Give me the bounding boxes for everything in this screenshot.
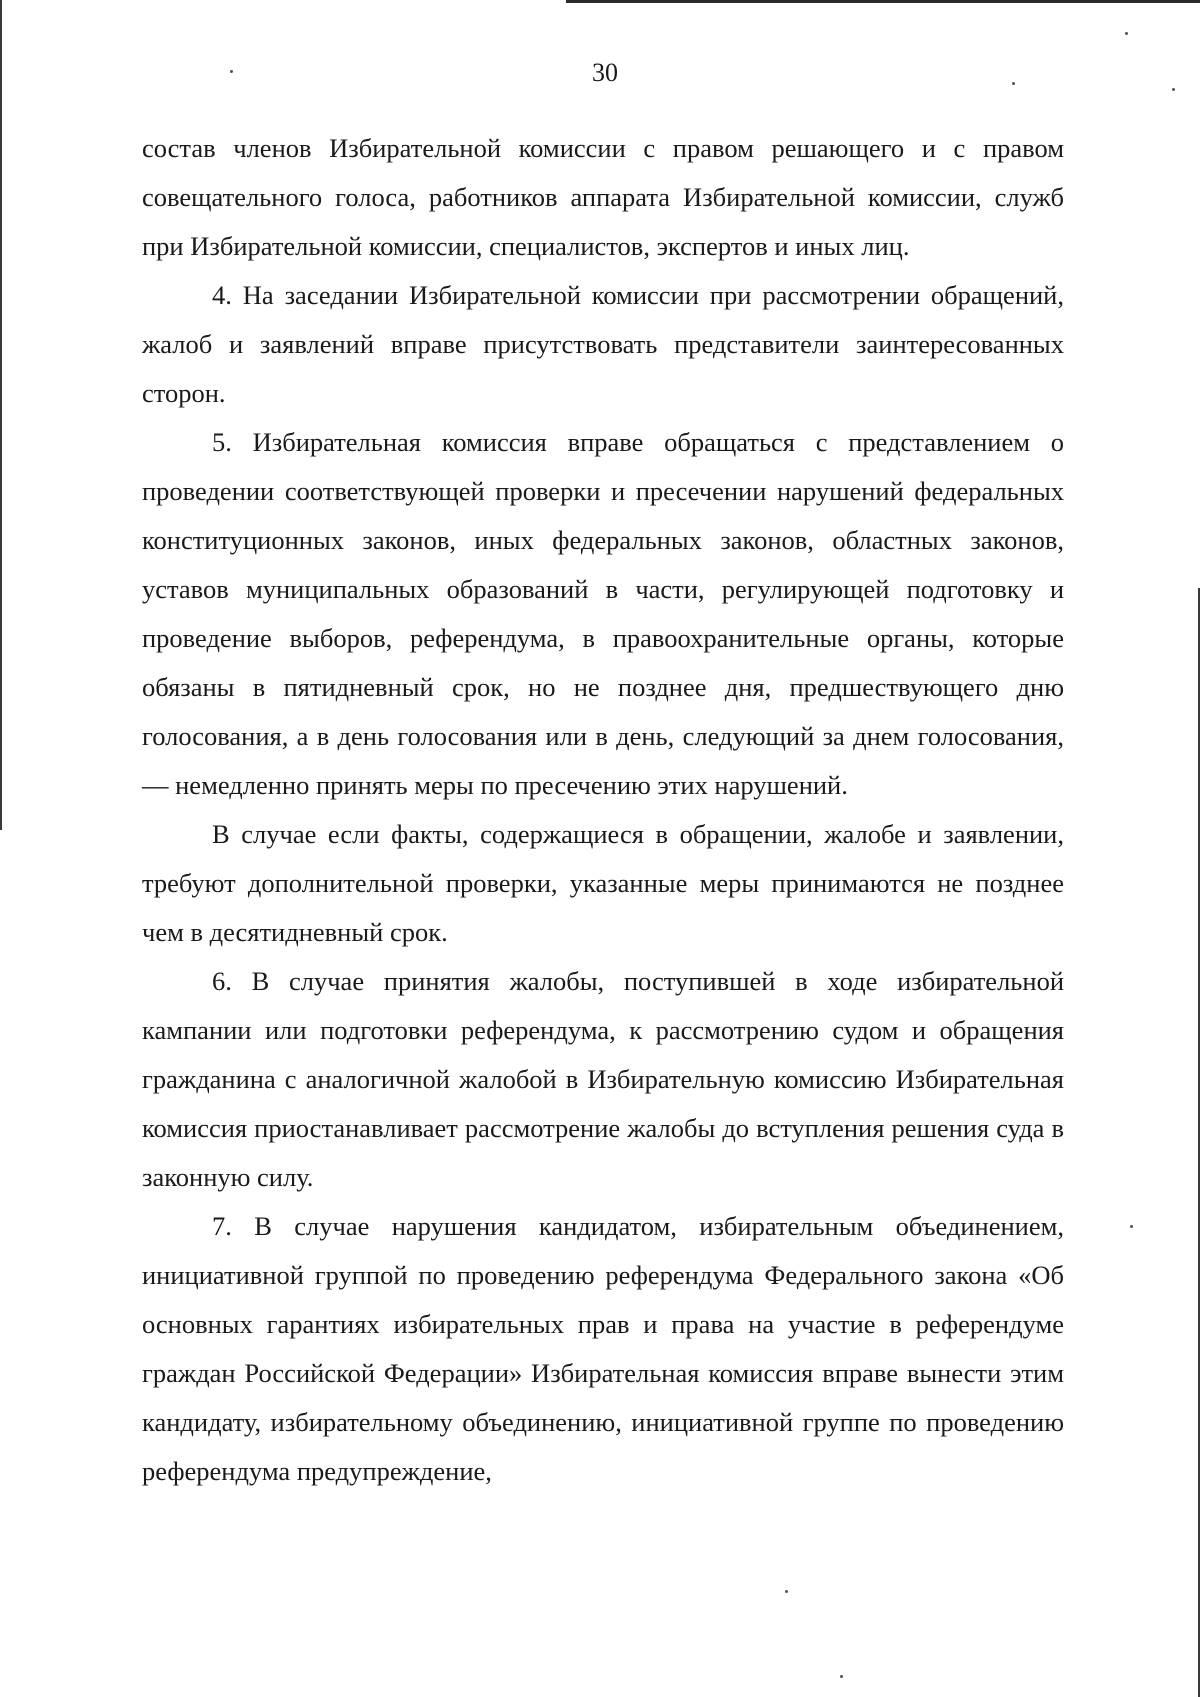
scan-edge-top bbox=[566, 0, 1200, 3]
paragraph-item-6: 6. В случае принятия жалобы, поступившей в ходе избирательной кампании или подготовки референдума, к рассмотрению судом и обращения гражданина с аналогичной жалобой в Избирательную комиссию Избирательная комиссия приостанавливает рассмотрение жалобы до вступления решения суда в законную силу. bbox=[142, 966, 1064, 1192]
page-body bbox=[142, 124, 1064, 1496]
scan-speck bbox=[840, 1675, 843, 1678]
paragraph-item-5: 5. Избирательная комиссия вправе обращаться с представлением о проведении соответствующей проверки и пресечении нарушений федеральных конституционных законов, иных федеральных законов, областных законов, уставов муниципальных образований в части, регулирующей подготовку и проведение выборов, референдума, в правоохранительные органы, которые обязаны в пятидневный срок, но не позднее дня, предшествующего дню голосования, а в день голосования или в день, следующий за днем голосования, — немедленно принять меры по пресечению этих нарушений. bbox=[142, 427, 1064, 800]
scan-edge-left bbox=[0, 0, 2, 830]
paragraph-continued: состав членов Избирательной комиссии с правом решающего и с правом совещательного голоса, работников аппарата Избирательной комиссии, служб при Избирательной комиссии, специалистов, экспертов и иных лиц. bbox=[142, 133, 1064, 261]
scan-speck bbox=[230, 70, 233, 73]
scan-speck bbox=[1130, 1225, 1133, 1228]
scan-speck bbox=[1172, 88, 1175, 91]
page-number: 30 bbox=[592, 58, 618, 87]
scan-speck bbox=[785, 1590, 788, 1593]
paragraph-item-4: 4. На заседании Избирательной комиссии при рассмотрении обращений, жалоб и заявлений вправе присутствовать представители заинтересованных сторон. bbox=[142, 280, 1064, 408]
paragraph-item-5-note: В случае если факты, содержащиеся в обращении, жалобе и заявлении, требуют дополнительной проверки, указанные меры принимаются не позднее чем в десятидневный срок. bbox=[142, 819, 1064, 947]
scan-speck bbox=[1125, 32, 1128, 35]
paragraph-item-7: 7. В случае нарушения кандидатом, избирательным объединением, инициативной группой по проведению референдума Федерального закона «Об основных гарантиях избирательных прав и права на участие в референдуме граждан Российской Федерации» Избирательная комиссия вправе вынести этим кандидату, избирательному объединению, инициативной группе по проведению референдума предупреждение, bbox=[142, 1211, 1064, 1486]
scan-speck bbox=[1012, 82, 1015, 85]
